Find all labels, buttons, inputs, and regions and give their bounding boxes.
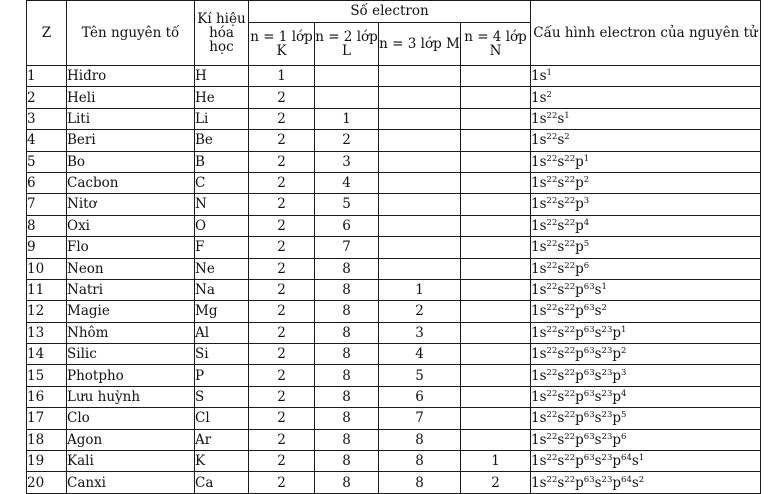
cell-z: 11	[27, 279, 67, 300]
electron-configuration-table-wrapper	[26, 0, 761, 494]
cell-shell-m	[379, 130, 461, 151]
cell-z: 2	[27, 87, 67, 108]
cell-electron-configuration: $1s^{22}s^{22}p^{63}s^1$	[531, 279, 761, 300]
cell-element-name: Kali	[67, 451, 195, 472]
header-shell-k: n = 1 lớp K	[249, 23, 315, 66]
cell-shell-m: 1	[379, 279, 461, 300]
header-element-name: Tên nguyên tố	[67, 1, 195, 66]
cell-shell-k: 2	[249, 151, 315, 172]
table-row	[27, 301, 761, 322]
cell-symbol: Ne	[195, 258, 249, 279]
cell-shell-m	[379, 215, 461, 236]
cell-z: 9	[27, 237, 67, 258]
cell-shell-l	[315, 66, 379, 87]
cell-z: 8	[27, 215, 67, 236]
cell-symbol: Na	[195, 279, 249, 300]
cell-element-name: Canxi	[67, 472, 195, 493]
cell-shell-k: 2	[249, 279, 315, 300]
cell-electron-configuration: $1s^2$	[531, 87, 761, 108]
cell-element-name: Natri	[67, 279, 195, 300]
cell-element-name: Clo	[67, 408, 195, 429]
cell-shell-m	[379, 194, 461, 215]
table-body	[27, 66, 761, 494]
cell-electron-configuration: $1s^1$	[531, 66, 761, 87]
cell-shell-k: 2	[249, 194, 315, 215]
cell-symbol: He	[195, 87, 249, 108]
table-row	[27, 322, 761, 343]
cell-shell-l: 8	[315, 451, 379, 472]
cell-electron-configuration: $1s^{22}s^{22}p^2$	[531, 172, 761, 193]
cell-shell-m: 8	[379, 472, 461, 493]
cell-symbol: Mg	[195, 301, 249, 322]
table-header	[27, 1, 761, 66]
cell-symbol: Cl	[195, 408, 249, 429]
cell-z: 12	[27, 301, 67, 322]
cell-symbol: Ar	[195, 429, 249, 450]
cell-shell-m: 7	[379, 408, 461, 429]
cell-shell-k: 2	[249, 429, 315, 450]
cell-element-name: Heli	[67, 87, 195, 108]
cell-shell-n	[461, 344, 531, 365]
cell-shell-k: 2	[249, 87, 315, 108]
header-shell-n: n = 4 lớp N	[461, 23, 531, 66]
cell-symbol: Li	[195, 108, 249, 129]
cell-z: 10	[27, 258, 67, 279]
cell-shell-m: 4	[379, 344, 461, 365]
cell-z: 3	[27, 108, 67, 129]
cell-shell-l: 8	[315, 279, 379, 300]
cell-shell-n	[461, 151, 531, 172]
cell-element-name: Oxi	[67, 215, 195, 236]
header-electron-configuration: Cấu hình electron của nguyên tử	[531, 1, 761, 66]
cell-shell-k: 2	[249, 172, 315, 193]
table-row	[27, 386, 761, 407]
cell-shell-k: 1	[249, 66, 315, 87]
cell-z: 18	[27, 429, 67, 450]
table-row	[27, 215, 761, 236]
cell-shell-m	[379, 258, 461, 279]
cell-shell-l: 4	[315, 172, 379, 193]
cell-symbol: S	[195, 386, 249, 407]
cell-shell-n	[461, 301, 531, 322]
cell-z: 7	[27, 194, 67, 215]
header-symbol: Kí hiệu hóa học	[195, 1, 249, 66]
cell-electron-configuration: $1s^{22}s^{22}p^{63}s^{23}p^5$	[531, 408, 761, 429]
cell-element-name: Hiđro	[67, 66, 195, 87]
table-row	[27, 172, 761, 193]
cell-shell-n	[461, 429, 531, 450]
cell-shell-l: 8	[315, 344, 379, 365]
cell-z: 5	[27, 151, 67, 172]
cell-shell-n	[461, 215, 531, 236]
cell-symbol: K	[195, 451, 249, 472]
table-row	[27, 429, 761, 450]
cell-shell-l: 8	[315, 386, 379, 407]
cell-shell-l: 1	[315, 108, 379, 129]
cell-z: 19	[27, 451, 67, 472]
cell-z: 15	[27, 365, 67, 386]
cell-symbol: H	[195, 66, 249, 87]
cell-shell-l: 8	[315, 258, 379, 279]
cell-z: 4	[27, 130, 67, 151]
cell-electron-configuration: $1s^{22}s^{22}p^{63}s^{23}p^{64}s^2$	[531, 472, 761, 493]
cell-shell-m: 8	[379, 451, 461, 472]
table-row	[27, 344, 761, 365]
header-shell-m: n = 3 lớp M	[379, 23, 461, 66]
cell-electron-configuration: $1s^{22}s^{22}p^1$	[531, 151, 761, 172]
cell-element-name: Photpho	[67, 365, 195, 386]
cell-shell-m: 3	[379, 322, 461, 343]
cell-symbol: Si	[195, 344, 249, 365]
cell-shell-m: 2	[379, 301, 461, 322]
cell-electron-configuration: $1s^{22}s^{22}p^{63}s^{23}p^2$	[531, 344, 761, 365]
table-row	[27, 151, 761, 172]
table-row	[27, 194, 761, 215]
cell-shell-l: 6	[315, 215, 379, 236]
cell-shell-k: 2	[249, 258, 315, 279]
cell-shell-m	[379, 66, 461, 87]
cell-electron-configuration: $1s^{22}s^{22}p^{63}s^{23}p^4$	[531, 386, 761, 407]
cell-shell-m: 8	[379, 429, 461, 450]
cell-shell-m	[379, 151, 461, 172]
cell-element-name: Nitơ	[67, 194, 195, 215]
cell-shell-n	[461, 130, 531, 151]
cell-element-name: Cacbon	[67, 172, 195, 193]
table-row	[27, 108, 761, 129]
cell-z: 14	[27, 344, 67, 365]
cell-electron-configuration: $1s^{22}s^{22}p^6$	[531, 258, 761, 279]
cell-shell-l: 8	[315, 322, 379, 343]
cell-shell-k: 2	[249, 451, 315, 472]
cell-shell-n	[461, 87, 531, 108]
cell-element-name: Magie	[67, 301, 195, 322]
cell-symbol: O	[195, 215, 249, 236]
table-row	[27, 472, 761, 493]
cell-shell-k: 2	[249, 472, 315, 493]
cell-shell-k: 2	[249, 108, 315, 129]
cell-shell-k: 2	[249, 322, 315, 343]
cell-shell-n	[461, 108, 531, 129]
cell-electron-configuration: $1s^{22}s^{22}p^3$	[531, 194, 761, 215]
cell-shell-k: 2	[249, 130, 315, 151]
table-row	[27, 279, 761, 300]
cell-element-name: Nhôm	[67, 322, 195, 343]
cell-symbol: B	[195, 151, 249, 172]
cell-shell-l: 8	[315, 472, 379, 493]
cell-shell-n	[461, 322, 531, 343]
cell-symbol: Be	[195, 130, 249, 151]
cell-z: 13	[27, 322, 67, 343]
table-row	[27, 87, 761, 108]
table-row	[27, 451, 761, 472]
cell-shell-n	[461, 237, 531, 258]
cell-z: 17	[27, 408, 67, 429]
cell-symbol: Ca	[195, 472, 249, 493]
cell-shell-n	[461, 258, 531, 279]
cell-shell-k: 2	[249, 344, 315, 365]
cell-shell-l: 2	[315, 130, 379, 151]
table-row	[27, 408, 761, 429]
cell-shell-n	[461, 279, 531, 300]
cell-shell-l: 3	[315, 151, 379, 172]
cell-shell-n	[461, 408, 531, 429]
header-electron-count: Số electron	[249, 1, 531, 23]
cell-element-name: Lưu huỳnh	[67, 386, 195, 407]
cell-shell-l: 8	[315, 365, 379, 386]
cell-shell-m	[379, 172, 461, 193]
cell-electron-configuration: $1s^{22}s^{22}p^5$	[531, 237, 761, 258]
cell-symbol: C	[195, 172, 249, 193]
header-shell-l: n = 2 lớp L	[315, 23, 379, 66]
cell-element-name: Neon	[67, 258, 195, 279]
cell-shell-k: 2	[249, 386, 315, 407]
cell-shell-k: 2	[249, 215, 315, 236]
header-z: Z	[27, 1, 67, 66]
cell-symbol: F	[195, 237, 249, 258]
cell-electron-configuration: $1s^{22}s^{22}p^{63}s^2$	[531, 301, 761, 322]
cell-electron-configuration: $1s^{22}s^{22}p^{63}s^{23}p^3$	[531, 365, 761, 386]
cell-symbol: Al	[195, 322, 249, 343]
table-row	[27, 258, 761, 279]
cell-shell-n: 2	[461, 472, 531, 493]
cell-electron-configuration: $1s^{22}s^1$	[531, 108, 761, 129]
cell-element-name: Beri	[67, 130, 195, 151]
table-row	[27, 237, 761, 258]
electron-configuration-table	[26, 0, 761, 494]
cell-shell-l: 8	[315, 429, 379, 450]
cell-shell-l: 5	[315, 194, 379, 215]
cell-shell-m	[379, 108, 461, 129]
cell-electron-configuration: $1s^{22}s^{22}p^4$	[531, 215, 761, 236]
cell-electron-configuration: $1s^{22}s^{22}p^{63}s^{23}p^6$	[531, 429, 761, 450]
cell-shell-n	[461, 66, 531, 87]
cell-z: 6	[27, 172, 67, 193]
cell-shell-l: 8	[315, 408, 379, 429]
cell-element-name: Liti	[67, 108, 195, 129]
cell-z: 16	[27, 386, 67, 407]
cell-shell-k: 2	[249, 365, 315, 386]
cell-shell-k: 2	[249, 301, 315, 322]
cell-shell-n	[461, 386, 531, 407]
cell-shell-l: 8	[315, 301, 379, 322]
cell-shell-m	[379, 87, 461, 108]
cell-shell-m: 5	[379, 365, 461, 386]
cell-shell-m: 6	[379, 386, 461, 407]
cell-shell-m	[379, 237, 461, 258]
cell-shell-n: 1	[461, 451, 531, 472]
cell-shell-n	[461, 194, 531, 215]
cell-symbol: N	[195, 194, 249, 215]
cell-element-name: Flo	[67, 237, 195, 258]
cell-element-name: Agon	[67, 429, 195, 450]
cell-shell-l: 7	[315, 237, 379, 258]
cell-z: 1	[27, 66, 67, 87]
table-row	[27, 365, 761, 386]
cell-element-name: Silic	[67, 344, 195, 365]
cell-shell-n	[461, 172, 531, 193]
cell-electron-configuration: $1s^{22}s^{22}p^{63}s^{23}p^1$	[531, 322, 761, 343]
cell-shell-n	[461, 365, 531, 386]
table-row	[27, 130, 761, 151]
cell-shell-l	[315, 87, 379, 108]
cell-symbol: P	[195, 365, 249, 386]
cell-shell-k: 2	[249, 237, 315, 258]
cell-electron-configuration: $1s^{22}s^{22}p^{63}s^{23}p^{64}s^1$	[531, 451, 761, 472]
cell-electron-configuration: $1s^{22}s^2$	[531, 130, 761, 151]
table-row	[27, 66, 761, 87]
cell-element-name: Bo	[67, 151, 195, 172]
cell-shell-k: 2	[249, 408, 315, 429]
cell-z: 20	[27, 472, 67, 493]
